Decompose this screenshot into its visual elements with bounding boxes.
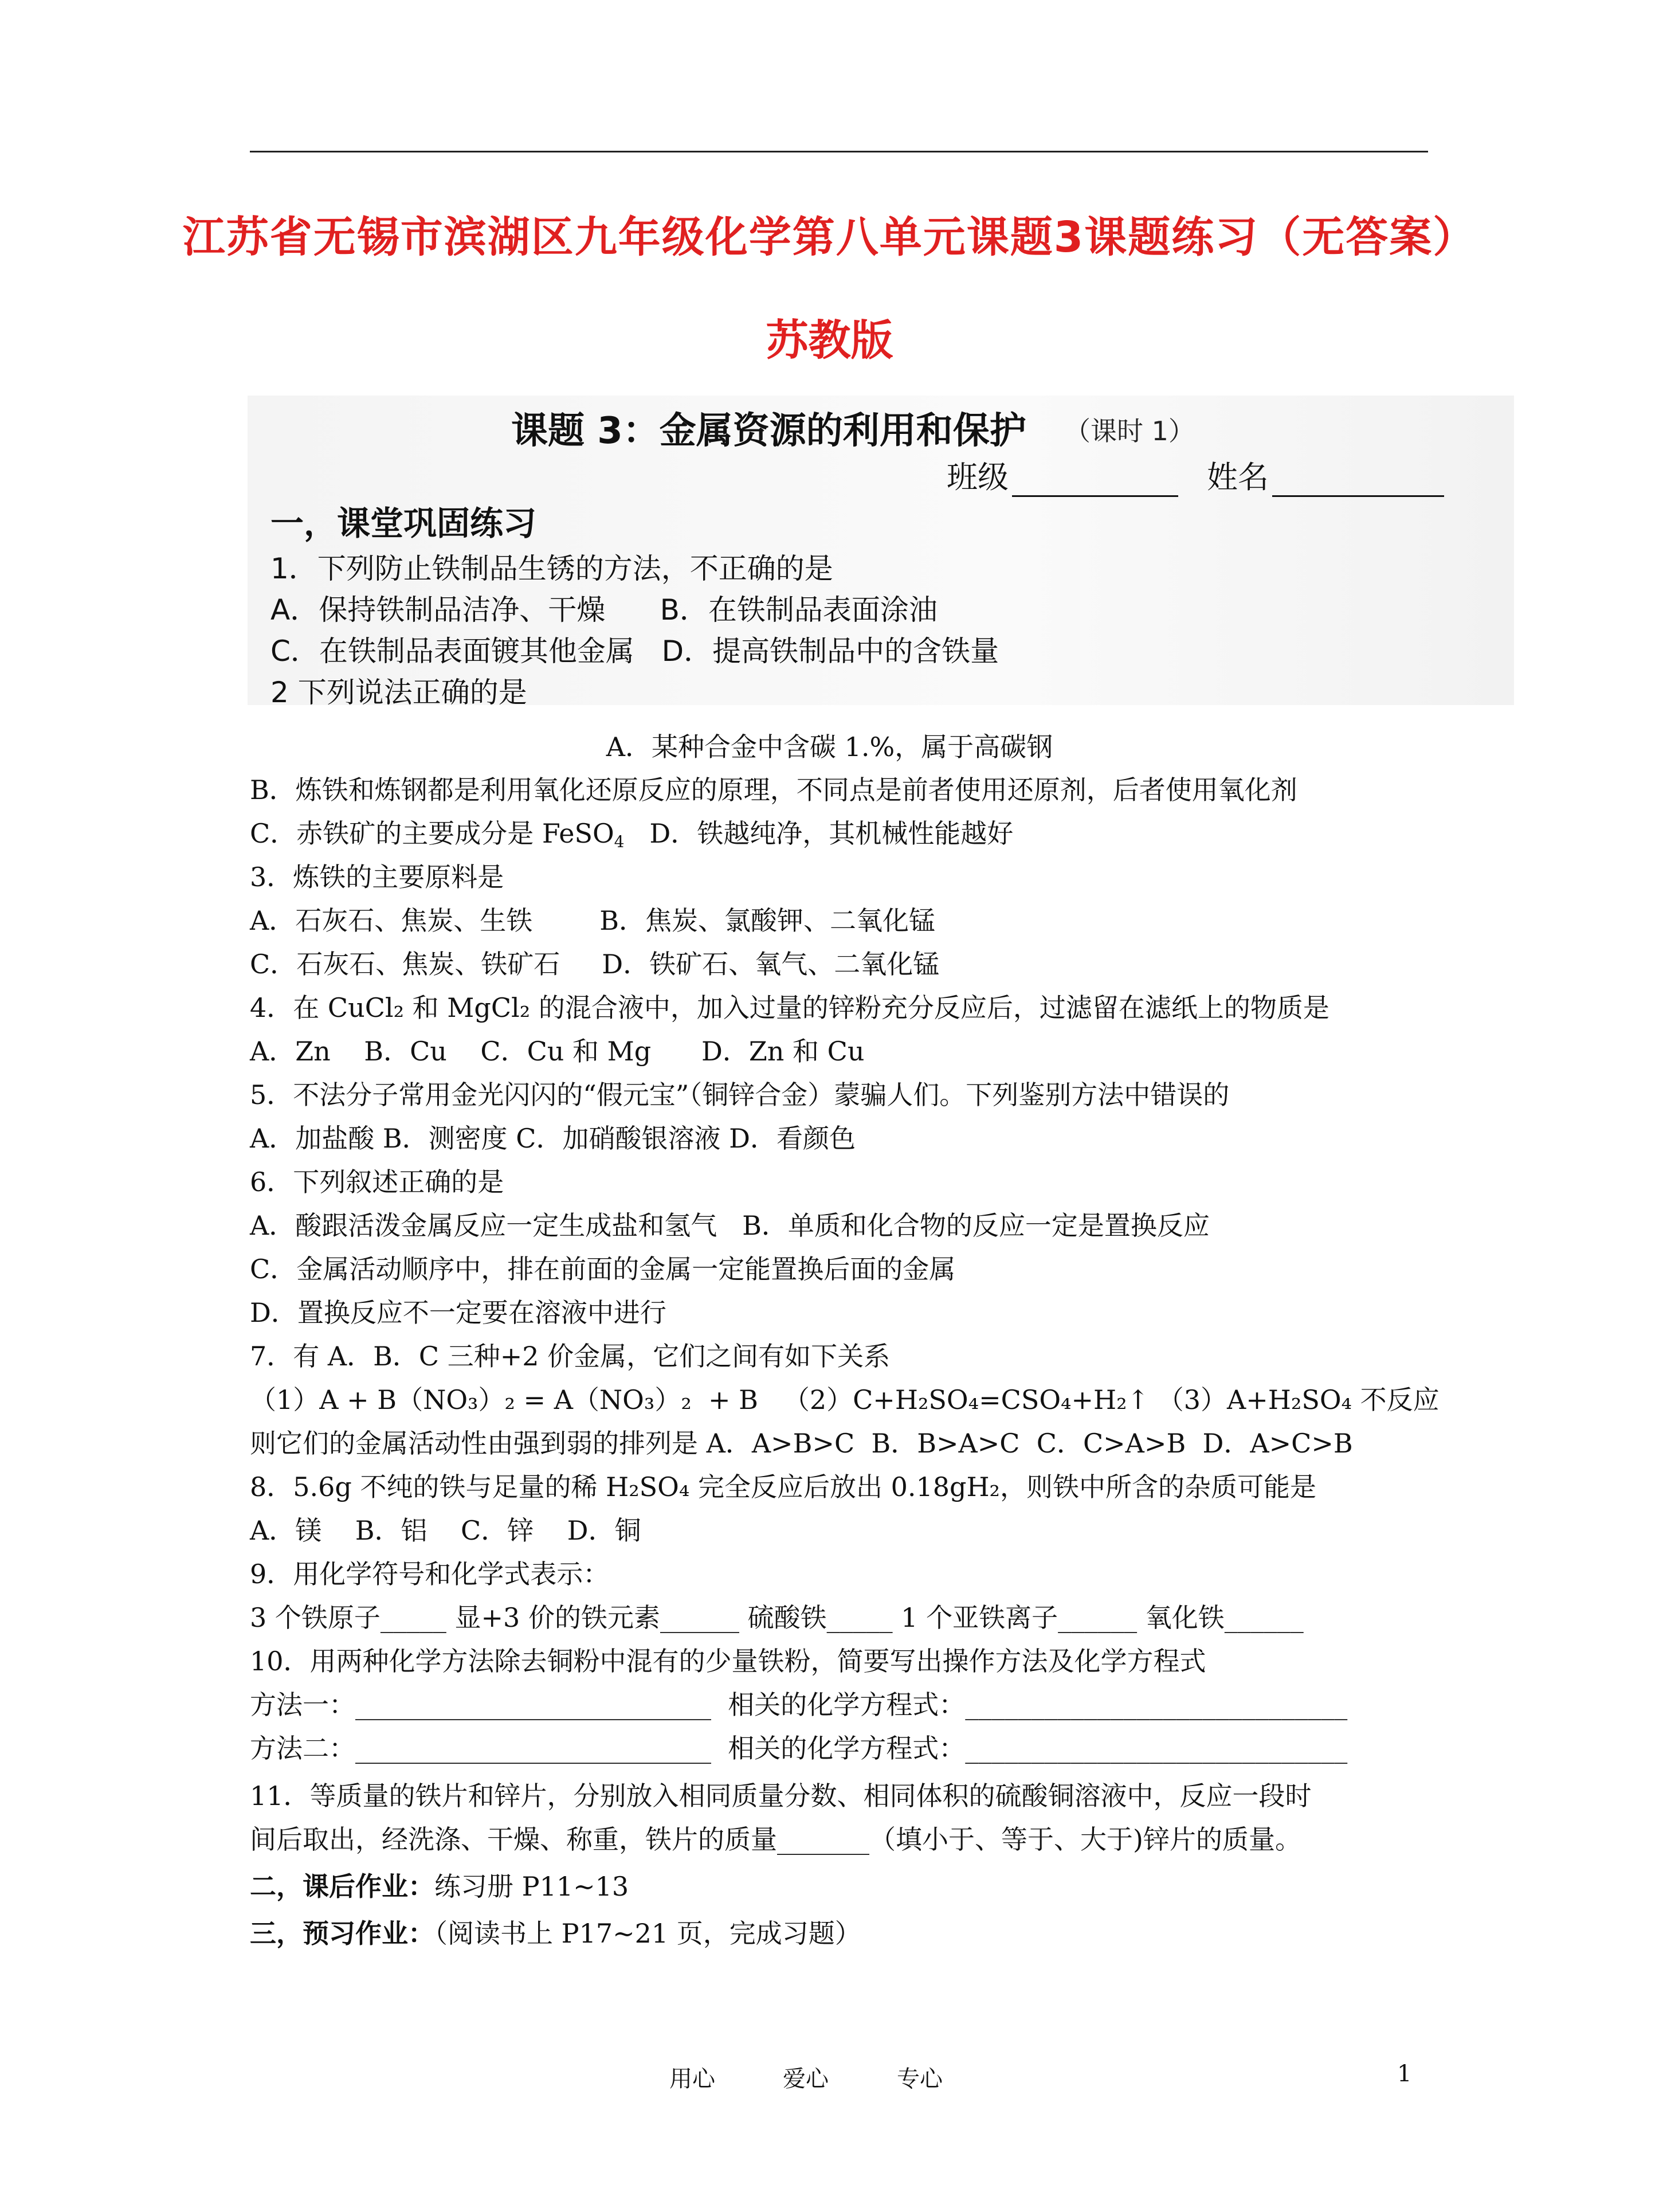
section-2-label: 二，课后作业： [250,1871,434,1902]
question-2-stem: 2 下列说法正确的是 [270,676,527,709]
question-4: 4．在 CuCl₂ 和 MgCl₂ 的混合液中，加入过量的锌粉充分反应后，过滤留在滤纸上的物质是 [250,992,1329,1023]
lesson-period: （课时 1） [1064,416,1195,447]
section-3 [250,1920,861,1947]
q5-options: A．加盐酸 B．测密度 C．加硝酸银溶液 D．看颜色 [250,1123,856,1154]
name-label: 姓名 [1207,459,1269,495]
document-subtitle: 苏教版 [766,316,893,365]
q3-options-ab: A．石灰石、焦炭、生铁 B．焦炭、氯酸钾、二氧化锰 [250,905,935,936]
question-11: 11．等质量的铁片和锌片，分别放入相同质量分数、相同体积的硫酸铜溶液中，反应一段时 [250,1780,1312,1811]
question-11-cont: 间后取出，经洗涤、干燥、称重，铁片的质量_______（填小于、等于、大于)锌片的质量。 [250,1824,1301,1855]
q9-items: 3 个铁原子_____ 显+3 价的铁元素______ 硫酸铁_____ 1 个亚铁离子______ 氧化铁______ [250,1602,1304,1633]
question-6: 6．下列叙述正确的是 [250,1166,504,1197]
question-1: 1．下列防止铁制品生锈的方法，不正确的是 [270,552,833,585]
q7-equations: （1）A + B（NO₃）₂ = A（NO₃）₂ + B （2）C+H₂SO₄=CSO₄+H₂↑ （3）A+H₂SO₄ 不反应 [250,1384,1440,1415]
section-2-text: 练习册 P11~13 [434,1871,629,1902]
question-7: 7．有 A．B．C 三种+2 价金属，它们之间有如下关系 [250,1341,891,1372]
q10-method-2: 方法二：___________________________ 相关的化学方程式：_____________________________ [250,1733,1348,1764]
q2-option-a: A．某种合金中含碳 1.%，属于高碳钢 [606,731,1053,762]
question-9: 9．用化学符号和化学式表示： [250,1559,610,1589]
header-rule [250,151,1428,152]
section-3-label: 三，预习作业： [250,1918,434,1949]
question-3: 3．炼铁的主要原料是 [250,862,504,892]
q6-options-ab: A．酸跟活泼金属反应一定生成盐和氢气 B．单质和化合物的反应一定是置换反应 [250,1210,1210,1241]
q4-options: A．Zn B．Cu C．Cu 和 Mg D．Zn 和 Cu [250,1036,865,1067]
q10-method-1: 方法一：___________________________ 相关的化学方程式：_____________________________ [250,1689,1348,1720]
question-5: 5．不法分子常用金光闪闪的“假元宝”（铜锌合金）蒙骗人们。下列鉴别方法中错误的 [250,1079,1230,1110]
section-2 [250,1873,629,1900]
q7-options: 则它们的金属活动性由强到弱的排列是 A．A>B>C B．B>A>C C．C>A>B D．A>C>B [250,1428,1353,1459]
q8-options: A．镁 B．铝 C．锌 D．铜 [250,1515,641,1546]
name-blank [1272,467,1444,497]
footer-motto-1: 用心 [669,2066,715,2092]
footer-motto-2: 爱心 [783,2066,829,2092]
q6-option-c: C．金属活动顺序中，排在前面的金属一定能置换后面的金属 [250,1254,956,1285]
page-number: 1 [1397,2061,1412,2087]
q2-option-b: B．炼铁和炼钢都是利用氧化还原反应的原理，不同点是前者使用还原剂，后者使用氧化剂 [250,774,1297,805]
q6-option-d: D．置换反应不一定要在溶液中进行 [250,1297,666,1328]
question-8: 8．5.6g 不纯的铁与足量的稀 H₂SO₄ 完全反应后放出 0.18gH₂，则铁中所含的杂质可能是 [250,1471,1317,1502]
q3-options-cd: C．石灰石、焦炭、铁矿石 D．铁矿石、氧气、二氧化锰 [250,949,940,980]
question-1-options-cd: C．在铁制品表面镀其他金属 D．提高铁制品中的含铁量 [270,635,999,668]
embedded-worksheet-image [248,396,1514,709]
question-1-options-ab: A．保持铁制品洁净、干燥 B．在铁制品表面涂油 [270,593,938,627]
section-1-heading: 一，课堂巩固练习 [270,504,537,543]
document-title: 江苏省无锡市滨湖区九年级化学第八单元课题3课题练习（无答案） [182,213,1477,262]
footer-motto-3: 专心 [897,2066,943,2092]
section-3-text: （阅读书上 P17~21 页，完成习题） [434,1918,861,1949]
q2-options-cd: C．赤铁矿的主要成分是 FeSO$_4$ D．铁越纯净，其机械性能越好 [250,818,1014,851]
class-name-line [947,453,1444,497]
class-label: 班级 [947,459,1009,495]
question-10: 10．用两种化学方法除去铜粉中混有的少量铁粉，简要写出操作方法及化学方程式 [250,1646,1206,1677]
lesson-title: 课题 3：金属资源的利用和保护 [511,410,1026,452]
class-blank [1012,467,1178,497]
